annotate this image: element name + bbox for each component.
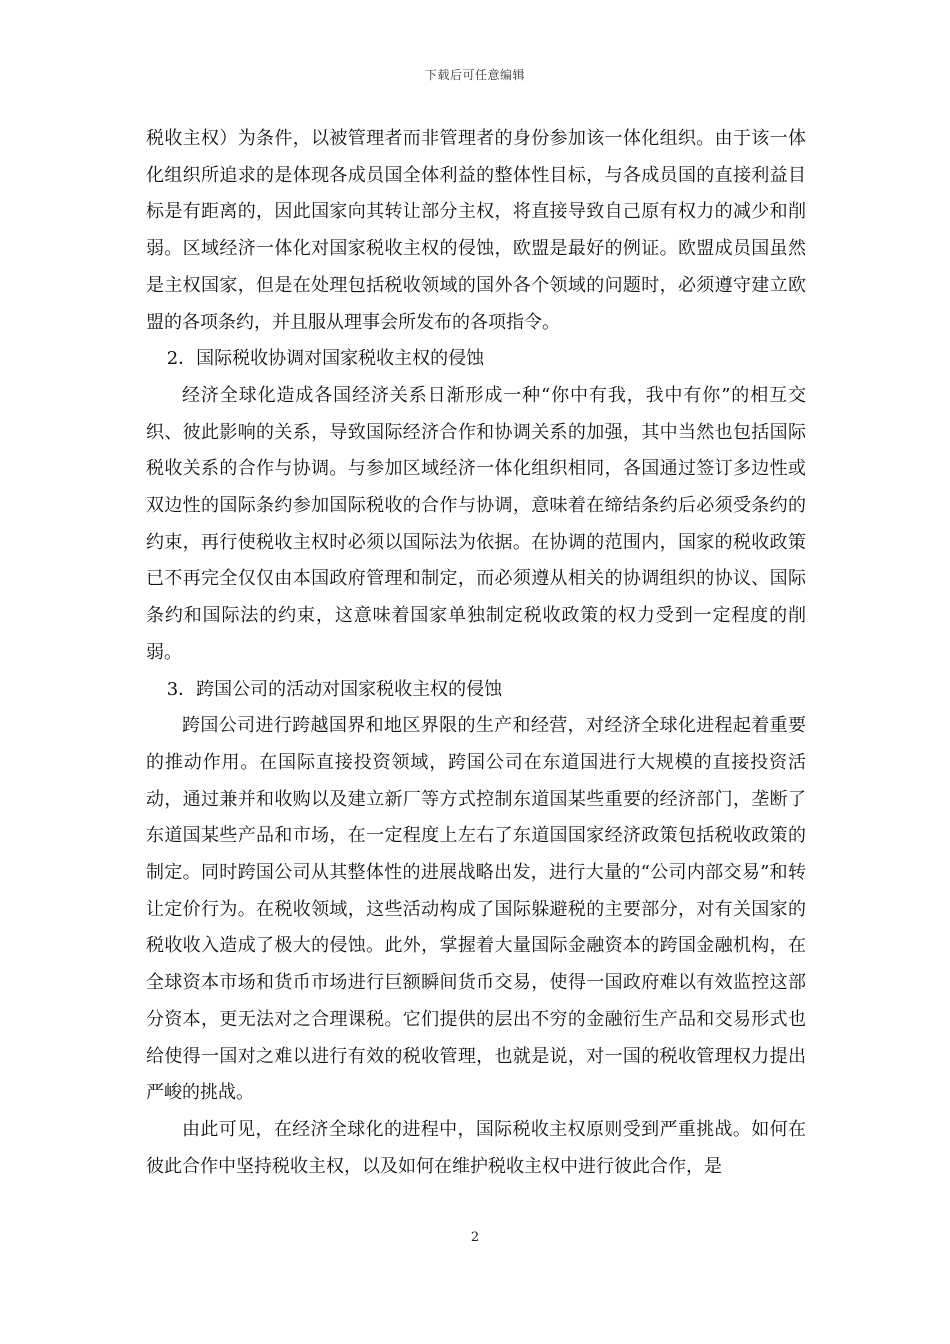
paragraph-tax-coordination: 经济全球化造成各国经济关系日渐形成一种“你中有我，我中有你”的相互交织、彼此影响的关系，导致国际经济合作和协调关系的加强，其中当然也包括国际税收关系的合作与协调。与参加区域经济一体化组织相同，各国通过签订多边性或双边性的国际条约参加国际税收的合作与协调，意味着在缔结条约后必须受条约的约束，再行使税收主权时必须以国际法为依据。在协调的范围内，国家的税收政策已不再完全仅仅由本国政府管理和制定，而必须遵从相关的协调组织的协议、国际条约和国际法的约束，这意味着国家单独制定税收政策的权力受到一定程度的削弱。 [146,384,806,663]
section-heading-multinationals: 3．跨国公司的活动对国家税收主权的侵蚀 [166,678,503,700]
page-number: 2 [470,1230,480,1245]
paragraph-multinationals: 跨国公司进行跨越国界和地区界限的生产和经营，对经济全球化进程起着重要的推动作用。在国际直接投资领域，跨国公司在东道国进行大规模的直接投资活动，通过兼并和收购以及建立新厂等方式控制东道国某些重要的经济部门，垄断了东道国某些产品和市场，在一定程度上左右了东道国国家经济政策包括税收政策的制定。同时跨国公司从其整体性的进展战略出发，进行大量的“公司内部交易”和转让定价行为。在税收领域，这些活动构成了国际躲避税的主要部分，对有关国家的税收收入造成了极大的侵蚀。此外，掌握着大量国际金融资本的跨国金融机构，在全球资本市场和货币市场进行巨额瞬间货币交易，使得一国政府难以有效监控这部分资本，更无法对之合理课税。它们提供的层出不穷的金融衍生产品和交易形式也给使得一国对之难以进行有效的税收管理，也就是说，对一国的税收管理权力提出严峻的挑战。 [146,715,806,1104]
paragraph-eu-example: 税收主权）为条件，以被管理者而非管理者的身份参加该一体化组织。由于该一体化组织所追求的是体现各成员国全体利益的整体性目标，与各成员国的直接利益目标是有距离的，因此国家向其转让部分主权，将直接导致自己原有权力的减少和削弱。区域经济一体化对国家税收主权的侵蚀，欧盟是最好的例证。欧盟成员国虽然是主权国家，但是在处理包括税收领域的国外各个领域的问题时，必须遵守建立欧盟的各项条约，并且服从理事会所发布的各项指令。 [146,128,806,333]
paragraph-conclusion: 由此可见，在经济全球化的进程中，国际税收主权原则受到严重挑战。如何在彼此合作中坚持税收主权，以及如何在维护税收主权中进行彼此合作，是 [146,1118,806,1177]
document-body [146,121,806,1185]
section-heading-tax-coordination: 2．国际税收协调对国家税收主权的侵蚀 [166,348,485,370]
page-header: 下载后可任意编辑 [424,68,525,82]
